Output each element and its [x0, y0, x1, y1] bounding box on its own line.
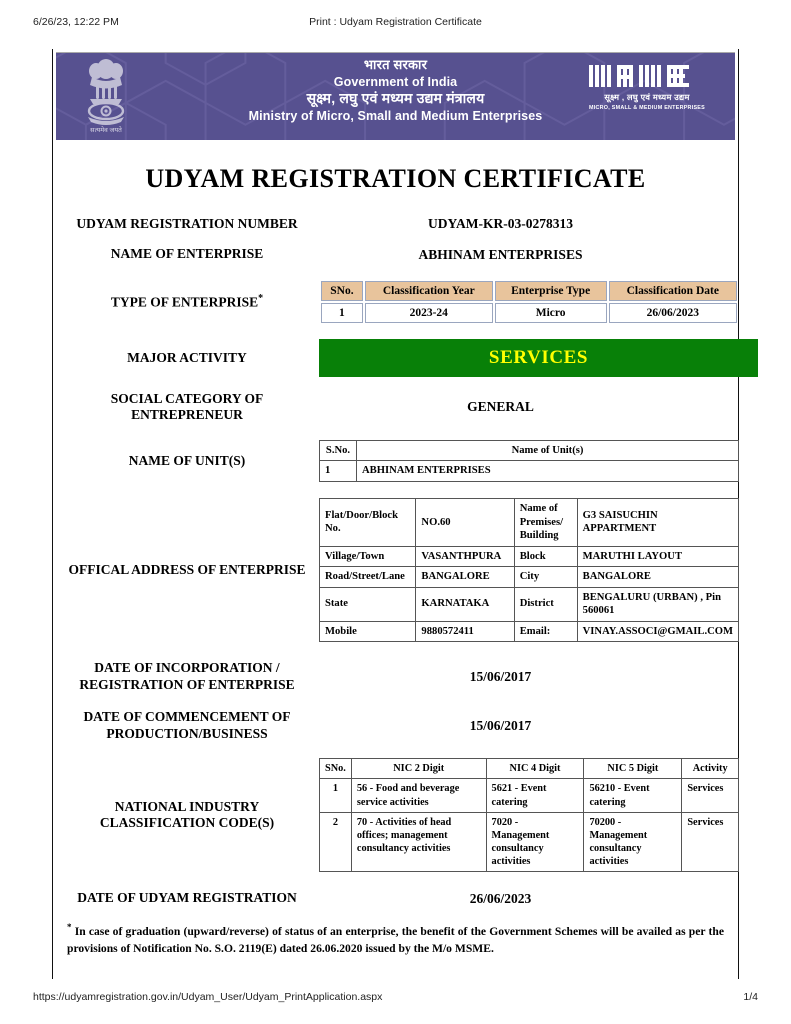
label-date-commencement: DATE OF COMMENCEMENT OF PRODUCTION/BUSINESS [83, 709, 291, 741]
td-nic-sno: 1 [320, 779, 352, 812]
td-classification-year: 2023-24 [365, 303, 493, 323]
label-name-of-units: NAME OF UNIT(S) [128, 452, 246, 468]
banner-line-hindi-2: सूक्ष्म, लघु एवं मध्यम उद्यम मंत्रालय [306, 89, 485, 106]
td-nic-2-digit: 56 - Food and beverage service activities [351, 779, 486, 812]
page-title: UDYAM REGISTRATION CERTIFICATE [145, 164, 646, 193]
th-nic-sno: SNo. [320, 759, 352, 779]
label-social-category: SOCIAL CATEGORY OF ENTREPRENEUR [110, 390, 264, 423]
row-official-address [53, 498, 738, 642]
addr-key-block: Block [514, 546, 577, 567]
td-nic-5-digit: 56210 - Event catering [584, 779, 682, 812]
msme-logo [581, 63, 713, 111]
print-header [0, 16, 791, 32]
banner-line-hindi-1: भारत सरकार [363, 57, 428, 72]
label-major-activity: MAJOR ACTIVITY [127, 349, 247, 365]
value-date-incorporation: 15/06/2017 [469, 668, 532, 684]
value-major-activity: SERVICES [319, 339, 758, 377]
addr-key-district: District [514, 587, 577, 621]
th-unit-name: Name of Unit(s) [357, 440, 739, 461]
nic-table [319, 758, 739, 872]
label-registration-number: UDYAM REGISTRATION NUMBER [76, 216, 298, 231]
td-nic-5-digit: 70200 - Management consultancy activities [584, 812, 682, 872]
label-name-of-enterprise: NAME OF ENTERPRISE [110, 246, 264, 262]
print-header-title: Print : Udyam Registration Certificate [309, 16, 482, 28]
row-date-commencement [53, 709, 738, 742]
table-row [321, 303, 737, 323]
row-date-udyam-registration [53, 890, 738, 906]
addr-key-city: City [514, 567, 577, 588]
footnote-marker: * [258, 292, 264, 304]
table-row [320, 621, 739, 642]
msme-wordmark-icon [587, 63, 707, 89]
banner-line-english-1: Government of India [333, 74, 458, 89]
table-header-row [321, 281, 737, 301]
addr-key-email: Email: [514, 621, 577, 642]
certificate-sheet [52, 49, 739, 979]
addr-val-village: VASANTHPURA [416, 546, 514, 567]
td-sno: 1 [321, 303, 363, 323]
table-row [320, 546, 739, 567]
value-date-udyam-registration: 26/06/2023 [469, 890, 532, 906]
td-nic-4-digit: 7020 - Management consultancy activities [486, 812, 584, 872]
td-nic-sno: 2 [320, 812, 352, 872]
th-nic-4-digit: NIC 4 Digit [486, 759, 584, 779]
td-unit-name: ABHINAM ENTERPRISES [357, 461, 739, 482]
th-unit-sno: S.No. [320, 440, 357, 461]
addr-val-district: BENGALURU (URBAN) , Pin 560061 [577, 587, 738, 621]
td-classification-date: 26/06/2023 [609, 303, 737, 323]
row-name-of-enterprise [53, 246, 738, 262]
print-footer [0, 991, 791, 1007]
table-row [320, 779, 739, 812]
row-major-activity [53, 339, 738, 377]
label-type-of-enterprise-text: TYPE OF ENTERPRISE [110, 294, 259, 310]
label-type-of-enterprise [53, 293, 311, 311]
table-row [320, 587, 739, 621]
table-header-row [320, 759, 739, 779]
units-table [319, 440, 739, 482]
value-date-commencement: 15/06/2017 [469, 717, 532, 733]
row-nic-codes [53, 758, 738, 872]
value-registration-number: UDYAM-KR-03-0278313 [428, 216, 573, 232]
table-header-row [320, 440, 739, 461]
footnote [67, 921, 724, 957]
msme-logo-hindi: सूक्ष्म , लघु एवं मध्यम उद्यम [604, 93, 690, 102]
table-row [320, 567, 739, 588]
row-date-incorporation [53, 660, 738, 693]
footnote-star: * [67, 921, 72, 932]
label-official-address: OFFICAL ADDRESS OF ENTERPRISE [68, 561, 306, 577]
type-of-enterprise-table [319, 279, 739, 325]
table-row [320, 498, 739, 546]
th-nic-2-digit: NIC 2 Digit [351, 759, 486, 779]
row-name-of-units [53, 440, 738, 482]
td-nic-activity: Services [682, 779, 739, 812]
banner-line-english-2: Ministry of Micro, Small and Medium Enterprises [248, 108, 543, 123]
td-unit-sno: 1 [320, 461, 357, 482]
table-row [320, 461, 739, 482]
addr-key-mobile: Mobile [320, 621, 416, 642]
print-footer-url: https://udyamregistration.gov.in/Udyam_User/Udyam_PrintApplication.aspx [33, 991, 383, 1003]
addr-val-state: KARNATAKA [416, 587, 514, 621]
th-enterprise-type: Enterprise Type [495, 281, 607, 301]
addr-key-village: Village/Town [320, 546, 416, 567]
print-header-date: 6/26/23, 12:22 PM [33, 16, 119, 28]
addr-key-premises: Name of Premises/ Building [514, 498, 577, 546]
td-nic-4-digit: 5621 - Event catering [486, 779, 584, 812]
value-social-category: GENERAL [467, 399, 534, 415]
row-registration-number [53, 216, 738, 232]
th-classification-year: Classification Year [365, 281, 493, 301]
addr-val-road: BANGALORE [416, 567, 514, 588]
label-nic-codes: NATIONAL INDUSTRY CLASSIFICATION CODE(S) [99, 798, 275, 831]
th-nic-5-digit: NIC 5 Digit [584, 759, 682, 779]
value-name-of-enterprise: ABHINAM ENTERPRISES [418, 246, 583, 262]
th-classification-date: Classification Date [609, 281, 737, 301]
addr-key-road: Road/Street/Lane [320, 567, 416, 588]
td-nic-2-digit: 70 - Activities of head offices; management consultancy activities [351, 812, 486, 872]
emblem-caption: सत्यमेव जयते [90, 127, 122, 134]
td-nic-activity: Services [682, 812, 739, 872]
addr-key-flat: Flat/Door/Block No. [320, 498, 416, 546]
addr-val-block: MARUTHI LAYOUT [577, 546, 738, 567]
msme-logo-english: MICRO, SMALL & MEDIUM ENTERPRISES [589, 105, 705, 111]
label-date-udyam-registration: DATE OF UDYAM REGISTRATION [77, 890, 297, 906]
addr-val-mobile: 9880572411 [416, 621, 514, 642]
government-banner [56, 52, 735, 140]
table-row [320, 812, 739, 872]
address-table [319, 498, 739, 642]
th-sno: SNo. [321, 281, 363, 301]
row-type-of-enterprise [53, 279, 738, 325]
addr-key-state: State [320, 587, 416, 621]
row-social-category [53, 391, 738, 424]
addr-val-city: BANGALORE [577, 567, 738, 588]
print-footer-page: 1/4 [743, 991, 758, 1003]
th-nic-activity: Activity [682, 759, 739, 779]
td-enterprise-type: Micro [495, 303, 607, 323]
label-date-incorporation: DATE OF INCORPORATION / REGISTRATION OF ENTERPRISE [79, 660, 295, 692]
addr-val-flat: NO.60 [416, 498, 514, 546]
addr-val-premises: G3 SAISUCHIN APPARTMENT [577, 498, 738, 546]
footnote-text: In case of graduation (upward/reverse) of status of an enterprise, the benefit of the Government Schemes will be availed as per the provisions of Notification No. S.O. 2119(E) dated 26.06.2020 issued by the M/o MSME. [67, 924, 724, 955]
addr-val-email: VINAY.ASSOCI@GMAIL.COM [577, 621, 738, 642]
